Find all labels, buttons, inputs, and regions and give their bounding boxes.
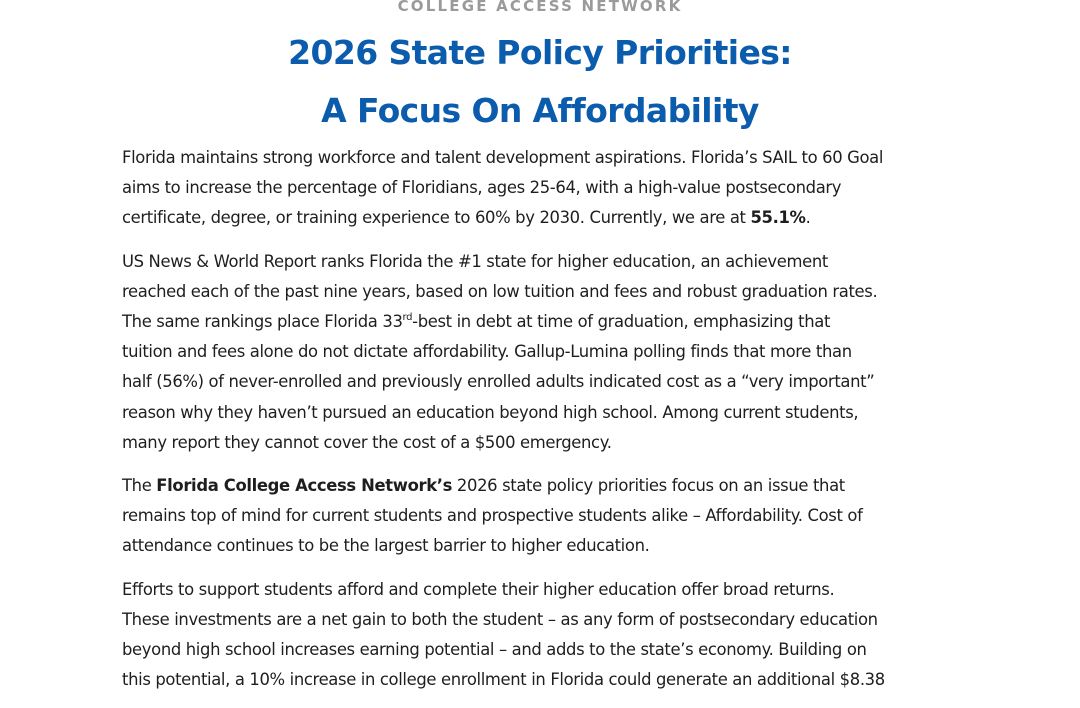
text-line: reason why they haven’t pursued an education beyond high school. Among current students, [122,402,859,422]
text-segment: certificate, degree, or training experience to 60% by 2030. Currently, we are at [122,208,751,228]
text-line: reached each of the past nine years, based on low tuition and fees and robust graduation rates. [122,281,878,301]
page-title-line-1: 2026 State Policy Priorities: [288,33,792,72]
ordinal-suffix: rd [402,312,413,324]
text-line: US News & World Report ranks Florida the #1 state for higher education, an achievement [122,251,828,271]
text-line [122,307,952,337]
text-line: These investments are a net gain to both the student – as any form of postsecondary education [122,609,878,629]
text-line: Efforts to support students afford and complete their higher education offer broad returns. [122,579,835,599]
text-segment: The [122,476,157,496]
text-segment: 2026 state policy priorities focus on an issue that [452,476,845,496]
text-line: remains top of mind for current students and prospective students alike – Affordability. Cost of [122,506,863,526]
text-line: aims to increase the percentage of Floridians, ages 25-64, with a high-value postsecondary [122,178,842,198]
organization-name: Florida College Access Network’s [156,476,453,496]
text-line: attendance continues to be the largest barrier to higher education. [122,536,650,556]
text-line: Florida maintains strong workforce and talent development aspirations. Florida’s SAIL to 60 Goal [122,148,884,167]
text-line: many report they cannot cover the cost of a $500 emergency. [122,432,612,452]
paragraph-priorities [122,471,952,562]
text-line: tuition and fees alone do not dictate affordability. Gallup-Lumina polling finds that more than [122,342,852,362]
text-line [122,471,952,501]
org-header: COLLEGE ACCESS NETWORK [397,0,683,15]
paragraph-returns [122,575,952,696]
document-body [122,143,952,708]
paragraph-rankings [122,247,952,458]
text-line: beyond high school increases earning potential – and adds to the state’s economy. Building on [122,640,867,660]
paragraph-sail-goal [122,143,952,234]
text-line: this potential, a 10% increase in college enrollment in Florida could generate an additional $8.38 [122,670,885,690]
text-segment: -best in debt at time of graduation, emphasizing that [412,312,831,332]
page-title-line-2: A Focus On Affordability [321,91,759,130]
text-line: half (56%) of never-enrolled and previously enrolled adults indicated cost as a “very important” [122,372,875,392]
attainment-rate: 55.1% [750,208,806,228]
text-segment: The same rankings place Florida 33 [122,312,403,332]
text-segment: . [805,208,811,228]
text-line [122,203,952,233]
